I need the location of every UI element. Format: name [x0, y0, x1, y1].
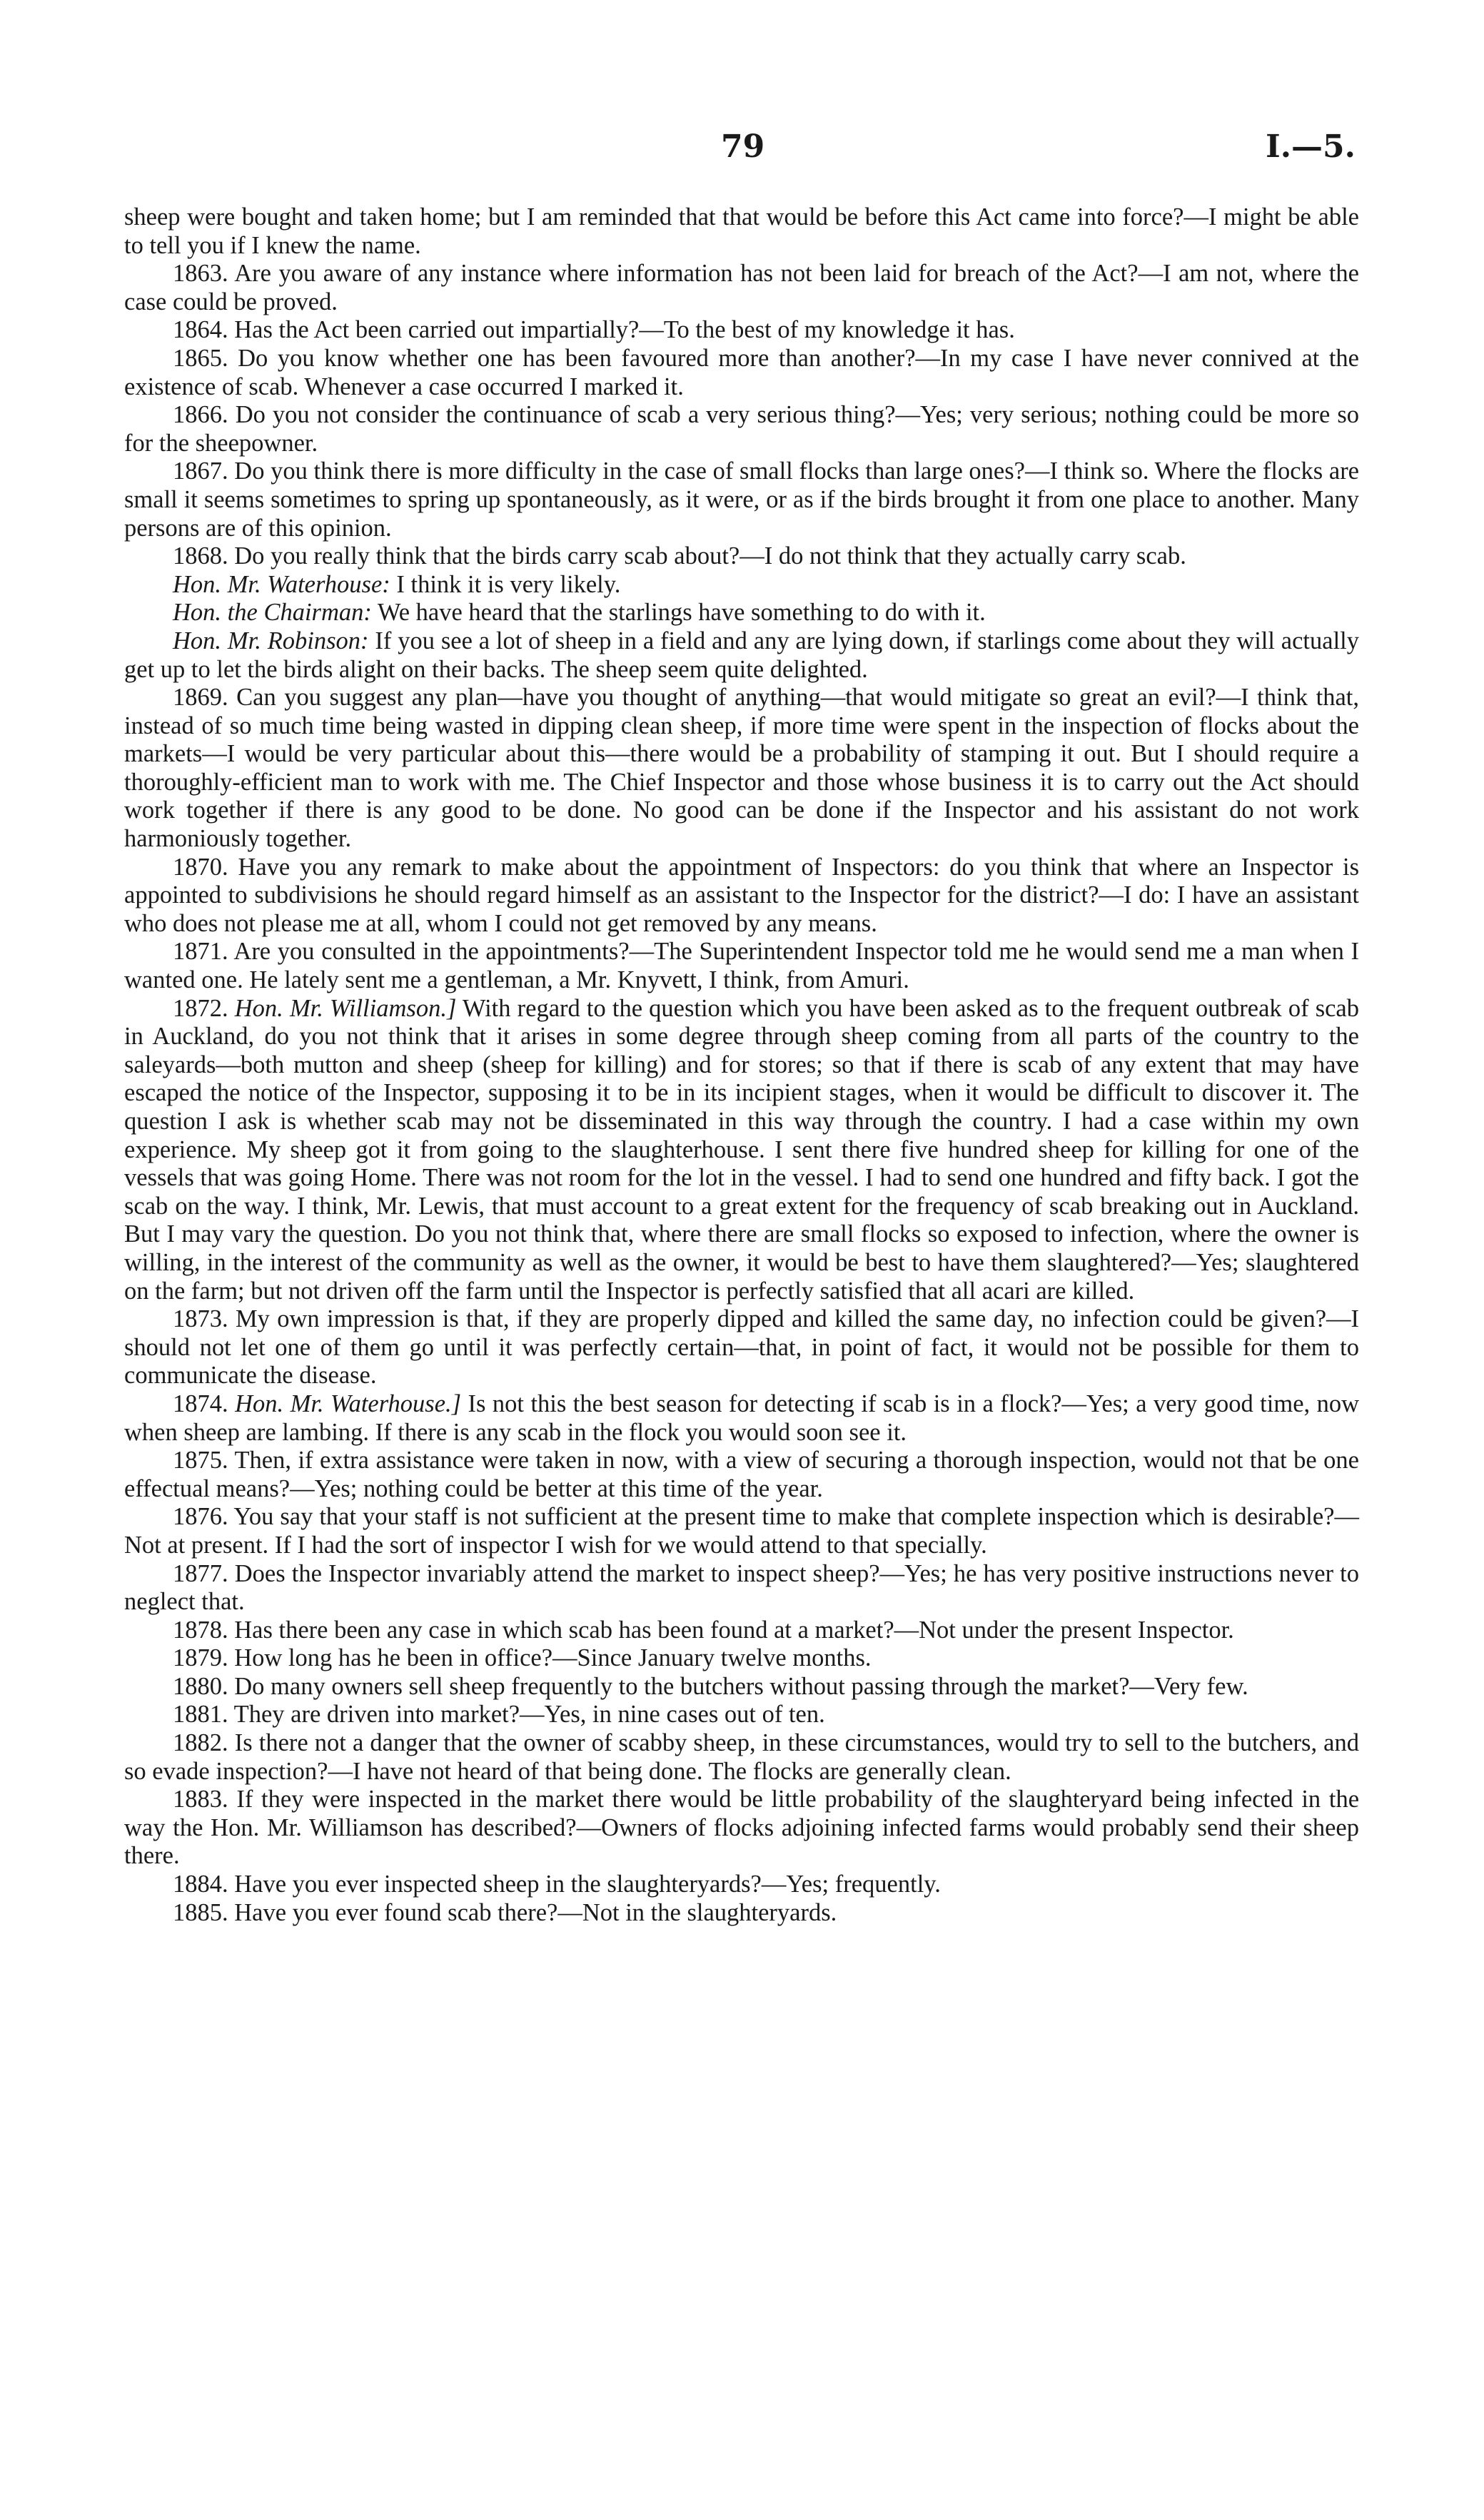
- paragraph: [124, 599, 1359, 627]
- question-number: 1880.: [173, 1672, 228, 1700]
- question-number: 1864.: [173, 316, 228, 344]
- question-number: 1867.: [173, 457, 228, 485]
- paragraph-text: Has the Act been carried out impartially?—To the best of my knowledge it has.: [234, 316, 1015, 344]
- speaker-name: Hon. Mr. Waterhouse.]: [235, 1390, 462, 1417]
- paragraph-text: Has there been any case in which scab has been found at a market?—Not under the present Inspector.: [234, 1616, 1234, 1644]
- paragraph-text: Are you consulted in the appointments?—The Superintendent Inspector told me he would send me a man when I wanted one. He lately sent me a gentleman, a Mr. Knyvett, I think, from Amuri.: [124, 938, 1359, 994]
- paragraph: [124, 1616, 1359, 1645]
- page-number: 79: [721, 128, 765, 165]
- paragraph: [124, 1390, 1359, 1447]
- paragraph: [124, 995, 1359, 1306]
- question-number: 1883.: [173, 1786, 228, 1813]
- question-number: 1872.: [173, 994, 228, 1022]
- paragraph: [124, 1673, 1359, 1701]
- question-number: 1876.: [173, 1503, 228, 1531]
- question-number: 1875.: [173, 1447, 228, 1474]
- question-number: 1865.: [173, 344, 228, 372]
- paragraph-text: My own impression is that, if they are properly dipped and killed the same day, no infection could be given?—I should not let one of them go until it was perfectly certain—that, in point of fact, it would not be possible for them to communicate the disease.: [124, 1305, 1360, 1390]
- paragraph: [124, 345, 1359, 401]
- paragraph: [124, 1786, 1359, 1871]
- question-number: 1882.: [173, 1729, 228, 1757]
- paragraph-text: Have you ever inspected sheep in the slaughteryards?—Yes; frequently.: [234, 1871, 941, 1898]
- paragraph: [124, 854, 1359, 938]
- paragraph: [124, 1560, 1359, 1616]
- paragraph-text: Can you suggest any plan—have you thought of anything—that would mitigate so great an evil?—I think that, instead of so much time being wasted in dipping clean sheep, if more time were spent in the inspection of flocks about the markets—I would be very particular about this—there would be a probability of stamping it out. But I should require a thoroughly-efficient man to work with me. The Chief Inspector and those whose business it is to carry out the Act should work together if there is any good to be done. No good can be done if the Inspector and his assistant do not work harmoniously together.: [124, 684, 1359, 853]
- document-reference: I.—5.: [1266, 128, 1356, 165]
- question-number: 1885.: [173, 1898, 228, 1926]
- paragraph-text: Do you think there is more difficulty in the case of small flocks than large ones?—I think so. Where the flocks are small it seems sometimes to spring up spontaneously, as it were, or as if the birds brought it from one place to another. Many persons are of this opinion.: [124, 457, 1359, 542]
- paragraph-text: We have heard that the starlings have something to do with it.: [377, 599, 986, 627]
- paragraph: [124, 684, 1359, 854]
- speaker-name: Hon. Mr. Waterhouse:: [173, 570, 390, 598]
- paragraph-text: How long has he been in office?—Since January twelve months.: [234, 1644, 872, 1672]
- paragraph: [124, 1305, 1359, 1390]
- question-number: 1868.: [173, 542, 228, 570]
- question-number: 1871.: [173, 938, 228, 966]
- paragraph-text: Do you really think that the birds carry scab about?—I do not think that they actually carry scab.: [234, 542, 1186, 570]
- paragraph: [124, 457, 1359, 542]
- question-number: 1881.: [173, 1701, 228, 1729]
- paragraph: [124, 203, 1359, 260]
- question-number: 1884.: [173, 1871, 228, 1898]
- paragraph-text: If you see a lot of sheep in a field and any are lying down, if starlings come about they will actually get up to let the birds alight on their backs. The sheep seem quite delighted.: [124, 627, 1360, 683]
- paragraph: [124, 938, 1359, 994]
- paragraph: [124, 1644, 1359, 1673]
- paragraph: [124, 627, 1359, 684]
- paragraph-text: Then, if extra assistance were taken in now, with a view of securing a thorough inspection, would not that be one effectual means?—Yes; nothing could be better at this time of the year.: [124, 1447, 1359, 1502]
- paragraph-text: Have you any remark to make about the appointment of Inspectors: do you think that where an Inspector is appointed to subdivisions he should regard himself as an assistant to the Inspector for the district?—I do: I have an assistant who does not please me at all, whom I could not get removed by any means.: [124, 853, 1359, 937]
- question-number: 1870.: [173, 853, 228, 881]
- body-text: [124, 203, 1359, 1927]
- speaker-name: Hon. the Chairman:: [173, 599, 372, 627]
- paragraph: [124, 1701, 1359, 1729]
- paragraph: [124, 1899, 1359, 1928]
- paragraph: [124, 1503, 1359, 1559]
- question-number: 1878.: [173, 1616, 228, 1644]
- paragraph: [124, 571, 1359, 599]
- paragraph: [124, 260, 1359, 316]
- question-number: 1877.: [173, 1559, 228, 1587]
- paragraph-text: You say that your staff is not sufficient at the present time to make that complete inspection which is desirable?—Not at present. If I had the sort of inspector I wish for we would attend to that specially.: [124, 1503, 1359, 1559]
- speaker-name: Hon. Mr. Williamson.]: [234, 994, 457, 1022]
- paragraph-text: With regard to the question which you have been asked as to the frequent outbreak of scab in Auckland, do you not think that it arises in some degree through sheep coming from all parts of the country to the saleyards—both mutton and sheep (sheep for killing) and for stores; so that if there is scab of any extent that may have escaped the notice of the Inspector, supposing it to be in its incipient stages, when it would be difficult to discover it. The question I ask is whether scab may not be disseminated in this way through the country. I had a case within my own experience. My sheep got it from going to the slaughterhouse. I sent there five hundred sheep for killing for one of the vessels that was going Home. There was not room for the lot in the vessel. I had to send one hundred and fifty back. I got the scab on the way. I think, Mr. Lewis, that must account to a great extent for the frequency of scab breaking out in Auckland. But I may vary the question. Do you not think that, where there are small flocks so exposed to infection, where the owner is willing, in the interest of the community as well as the owner, it would be best to have them slaughtered?—Yes; slaughtered on the farm; but not driven off the farm until the Inspector is perfectly satisfied that all acari are killed.: [124, 994, 1359, 1305]
- speaker-name: Hon. Mr. Robinson:: [173, 627, 369, 654]
- paragraph-text: Is not this the best season for detecting if scab is in a flock?—Yes; a very good time, now when sheep are lambing. If there is any scab in the flock you would soon see it.: [124, 1390, 1360, 1446]
- paragraph: [124, 401, 1359, 457]
- question-number: 1879.: [173, 1644, 228, 1672]
- paragraph-text: Is there not a danger that the owner of scabby sheep, in these circumstances, would try to sell to the butchers, and so evade inspection?—I have not heard of that being done. The flocks are generally clean.: [124, 1729, 1359, 1785]
- paragraph-text: They are driven into market?—Yes, in nine cases out of ten.: [233, 1701, 825, 1729]
- paragraph-text: I think it is very likely.: [396, 570, 621, 598]
- question-number: 1873.: [173, 1305, 228, 1333]
- paragraph: [124, 1447, 1359, 1503]
- paragraph: [124, 1729, 1359, 1786]
- question-number: 1874.: [173, 1390, 228, 1417]
- question-number: 1863.: [173, 260, 228, 288]
- question-number: 1866.: [173, 401, 228, 429]
- paragraph-text: If they were inspected in the market there would be little probability of the slaughteryard being infected in the way the Hon. Mr. Williamson has described?—Owners of flocks adjoining infected farms would probably send their sheep there.: [124, 1786, 1360, 1870]
- paragraph-text: Do you not consider the continuance of scab a very serious thing?—Yes; very serious; nothing could be more so for the sheepowner.: [124, 401, 1360, 457]
- question-number: 1869.: [173, 684, 228, 712]
- paragraph: [124, 316, 1359, 345]
- paragraph-text: Do many owners sell sheep frequently to the butchers without passing through the market?—Very few.: [234, 1672, 1248, 1700]
- paragraph-text: Are you aware of any instance where information has not been laid for breach of the Act?—I am not, where the case could be proved.: [124, 260, 1359, 315]
- paragraph-text: sheep were bought and taken home; but I am reminded that that would be before this Act came into force?—I might be able to tell you if I knew the name.: [124, 203, 1359, 259]
- paragraph: [124, 1871, 1359, 1899]
- paragraph-text: Do you know whether one has been favoured more than another?—In my case I have never connived at the existence of scab. Whenever a case occurred I marked it.: [124, 344, 1359, 400]
- paragraph: [124, 542, 1359, 571]
- paragraph-text: Does the Inspector invariably attend the market to inspect sheep?—Yes; he has very positive instructions never to neglect that.: [124, 1559, 1360, 1616]
- page-header: [0, 128, 1484, 178]
- paragraph-text: Have you ever found scab there?—Not in the slaughteryards.: [234, 1898, 837, 1926]
